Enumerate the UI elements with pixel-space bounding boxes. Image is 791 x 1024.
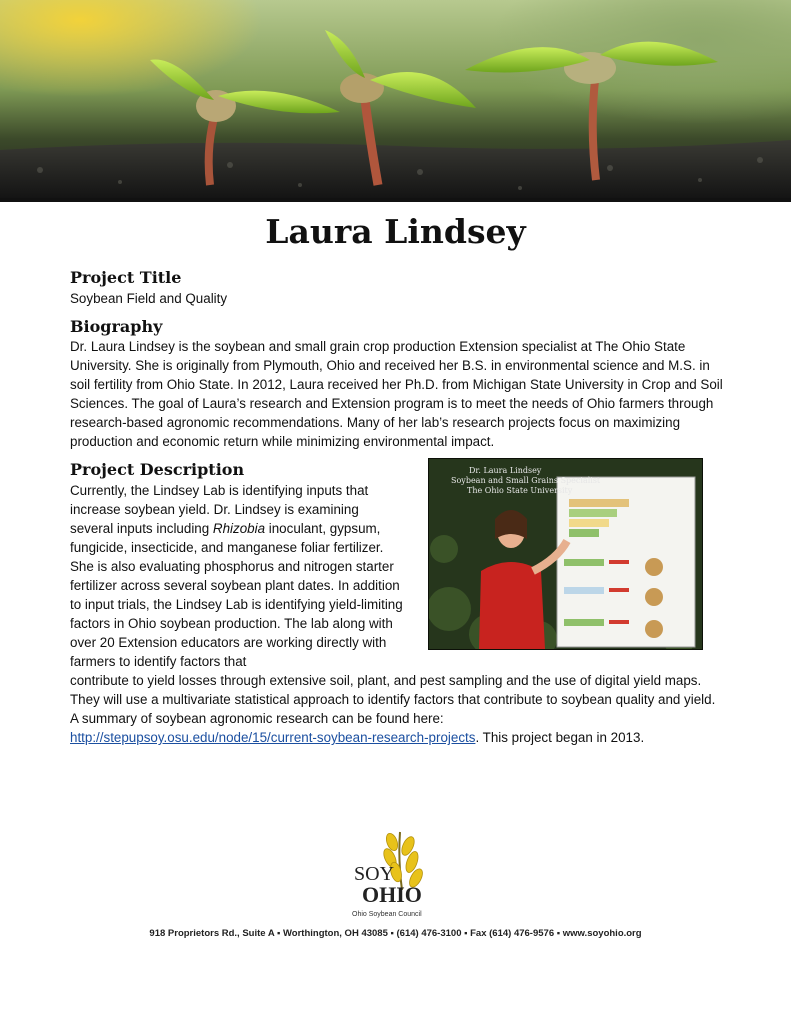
page-title: Laura Lindsey	[265, 212, 526, 251]
footer-address: 918 Proprietors Rd., Suite A ▪ Worthington, OH 43085 ▪ (614) 476-3100 ▪ Fax (614) 476-9576 ▪ www.soyohio.org	[149, 928, 642, 939]
logo-word-bottom: OHIO	[362, 882, 422, 907]
seedlings-illustration	[0, 0, 791, 198]
photo-caption-line-3: The Ohio State University	[467, 486, 573, 495]
soybean-pod-icon	[340, 830, 450, 920]
logo-subtitle: Ohio Soybean Council	[352, 911, 422, 918]
project-description-text-wrapped	[70, 481, 405, 671]
biography-text: Dr. Laura Lindsey is the soybean and small grain crop production Extension specialist at The Ohio State University. She is originally from Plymouth, Ohio and received her B.S. in environmental science and M.S. in soil fertility from Ohio State. In 2012, Laura received her Ph.D. from Michigan State University in Crop and Soil Sciences. The goal of Laura’s research and Extension program is to meet the needs of Ohio farmers through research-based agronomic recommendations. Many of her lab’s research projects focus on maximizing production and economic return while minimizing environmental impact.	[70, 339, 723, 449]
description-part2: inoculant, gypsum, fungicide, insecticide, and manganese foliar fertilizer. She is also evaluating phosphorus and nitrogen starter fertilizer across several soybean plant dates. In addition to input trials, the Lindsey Lab is identifying yield-limiting factors in Ohio soybean production. The lab along with over 20 Extension educators are working directly with farmers to identify factors that	[70, 521, 403, 669]
project-description-text-full	[70, 671, 725, 747]
logo-word-top: SOY	[354, 863, 395, 885]
photo-caption-line-2: Soybean and Small Grains Specialist	[451, 476, 601, 485]
biography-heading: Biography	[70, 317, 163, 336]
lindsey-photo	[428, 458, 703, 650]
soy-ohio-logo	[340, 830, 450, 920]
description-part1: Currently, the Lindsey Lab is identifying inputs that increase soybean yield. Dr. Lindsey is examining several inputs including	[70, 483, 369, 536]
photo-caption-line-1: Dr. Laura Lindsey	[469, 466, 542, 475]
header-banner	[0, 0, 791, 198]
description-tail: . This project began in 2013.	[475, 730, 645, 745]
photo-illustration	[429, 459, 702, 649]
project-description-heading: Project Description	[70, 460, 245, 479]
description-part3: contribute to yield losses through extensive soil, plant, and pest sampling and the use of digital yield maps. They will use a multivariate statistical approach to identify factors that contribute to soybean quality and yield. A summary of soybean agronomic research can be found here:	[70, 673, 716, 726]
banner-divider	[0, 198, 791, 202]
project-title-value: Soybean Field and Quality	[70, 291, 228, 306]
research-projects-link[interactable]: http://stepupsoy.osu.edu/node/15/current-soybean-research-projects	[70, 730, 476, 745]
description-italic: Rhizobia	[212, 521, 266, 536]
project-title-heading: Project Title	[70, 268, 182, 287]
